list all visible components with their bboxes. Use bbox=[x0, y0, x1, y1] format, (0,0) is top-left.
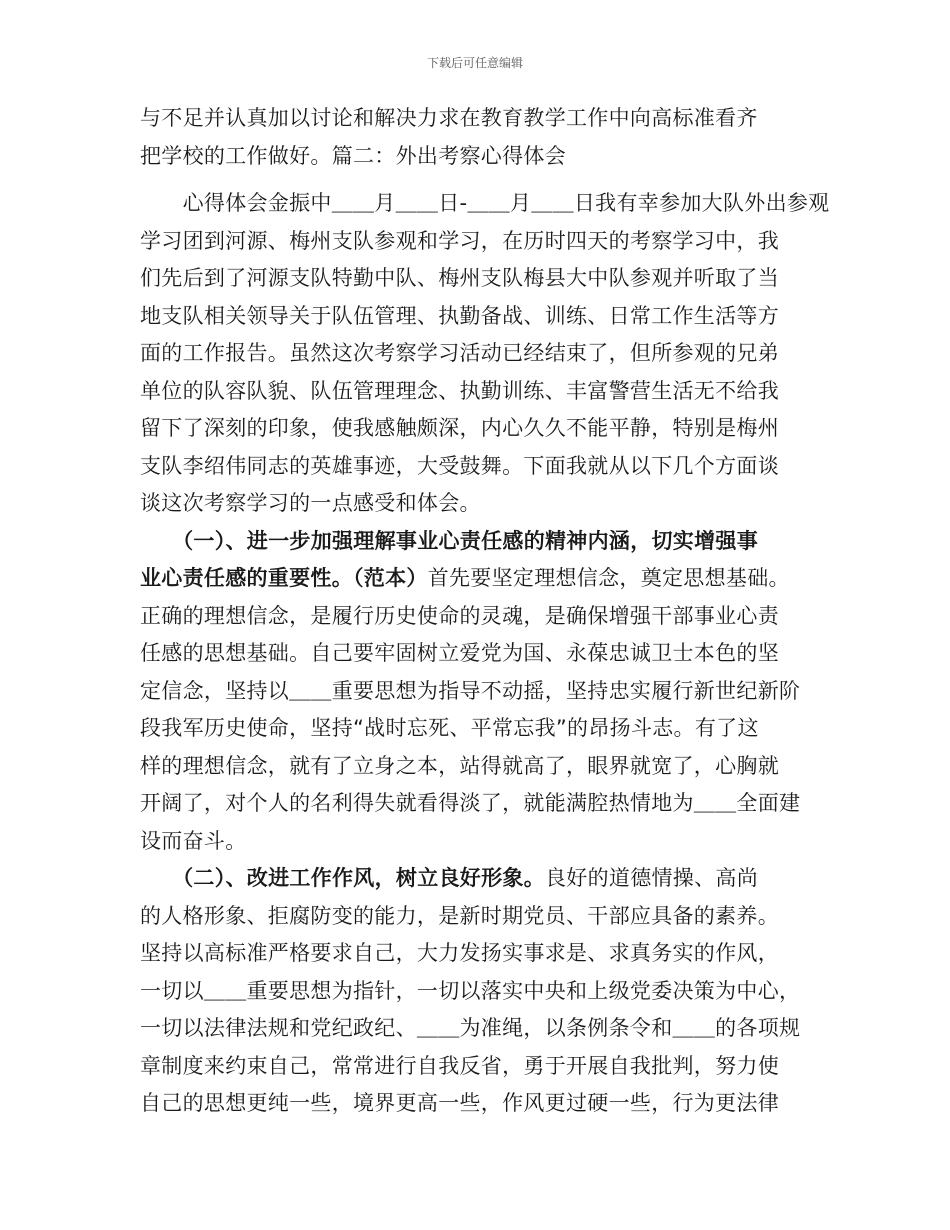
text-line bbox=[140, 935, 815, 973]
text-run: 开阔了，对个人的名利得失就看得淡了，就能满腔热情地为＿＿全面建 bbox=[140, 791, 801, 815]
text-run: 正确的理想信念，是履行历史使命的灵魂，是确保增强干部事业心责 bbox=[140, 603, 779, 628]
text-run: 自己的思想更纯一些，境界更高一些，作风更过硬一些，行为更法律 bbox=[140, 1091, 779, 1115]
text-line bbox=[140, 748, 815, 786]
text-line bbox=[140, 223, 815, 261]
text-run: 良好的道德情操、高尚 bbox=[545, 866, 758, 890]
text-line bbox=[140, 1010, 815, 1048]
text-run: 首先要坚定理想信念，奠定思想基础。 bbox=[427, 566, 790, 590]
text-line bbox=[140, 410, 815, 448]
text-run: 段我军历史使命，坚持“战时忘死、平常忘我”的昂扬斗志。有了这 bbox=[140, 716, 759, 740]
text-line bbox=[140, 785, 815, 823]
text-line bbox=[140, 138, 815, 176]
text-run: 与不足并认真加以讨论和解决力求在教育教学工作中向高标准看齐 bbox=[140, 106, 758, 130]
text-line bbox=[140, 598, 815, 636]
text-line bbox=[140, 560, 815, 598]
bold-text: 业心责任感的重要性。（范本） bbox=[140, 566, 428, 590]
text-run: 谈这次考察学习的一点感受和体会。 bbox=[140, 491, 481, 515]
text-run: 地支队相关领导关于队伍管理、执勤备战、训练、日常工作生活等方 bbox=[140, 303, 779, 328]
text-line bbox=[140, 100, 815, 138]
text-run: 学习团到河源、梅州支队参观和学习，在历时四天的考察学习中，我 bbox=[140, 228, 779, 253]
text-run: 把学校的工作做好。篇二：外出考察心得体会 bbox=[140, 143, 566, 168]
text-run: 任感的思想基础。自己要牢固树立爱党为国、永葆忠诚卫士本色的坚 bbox=[140, 641, 779, 665]
text-run: 一切以＿＿重要思想为指针，一切以落实中央和上级党委决策为中心， bbox=[140, 978, 801, 1003]
text-line bbox=[140, 1085, 815, 1123]
text-line bbox=[140, 260, 815, 298]
text-run: 样的理想信念，就有了立身之本，站得就高了，眼界就宽了，心胸就 bbox=[140, 753, 779, 778]
text-run: 设而奋斗。 bbox=[140, 828, 247, 853]
document-body bbox=[140, 100, 830, 1123]
paragraph-gap bbox=[140, 175, 815, 185]
text-line bbox=[140, 860, 815, 898]
text-line bbox=[140, 673, 815, 711]
text-run: 的人格形象、拒腐防变的能力，是新时期党员、干部应具备的素养。 bbox=[140, 903, 779, 928]
text-line bbox=[140, 710, 815, 748]
text-line bbox=[140, 298, 815, 336]
text-line bbox=[140, 523, 815, 561]
text-run: 坚持以高标准严格要求自己，大力发扬实事求是、求真务实的作风， bbox=[140, 941, 779, 965]
text-line bbox=[140, 1048, 815, 1086]
text-line bbox=[140, 448, 815, 486]
text-line bbox=[140, 823, 815, 861]
text-run: 心得体会金振中＿＿月＿＿日-＿＿月＿＿日我有幸参加大队外出参观 bbox=[140, 191, 830, 215]
text-line bbox=[140, 335, 815, 373]
text-run: 们先后到了河源支队特勤中队、梅州支队梅县大中队参观并听取了当 bbox=[140, 266, 779, 290]
page-header: 下载后可任意编辑 bbox=[426, 56, 523, 70]
text-line bbox=[140, 898, 815, 936]
text-run: 单位的队容队貌、队伍管理理念、执勤训练、丰富警营生活无不给我 bbox=[140, 378, 779, 403]
text-line bbox=[140, 185, 830, 223]
text-run: 面的工作报告。虽然这次考察学习活动已经结束了，但所参观的兄弟 bbox=[140, 341, 779, 365]
bold-text: （一）、进一步加强理解事业心责任感的精神内涵，切实增强事 bbox=[140, 528, 758, 553]
text-line bbox=[140, 973, 815, 1011]
text-run: 支队李绍伟同志的英雄事迹，大受鼓舞。下面我就从以下几个方面谈 bbox=[140, 453, 779, 478]
text-run: 章制度来约束自己，常常进行自我反省，勇于开展自我批判，努力使 bbox=[140, 1053, 779, 1078]
text-line bbox=[140, 485, 815, 523]
text-run: 留下了深刻的印象，使我感触颇深，内心久久不能平静，特别是梅州 bbox=[140, 416, 779, 440]
text-line bbox=[140, 373, 815, 411]
text-run: 定信念，坚持以＿＿重要思想为指导不动摇，坚持忠实履行新世纪新阶 bbox=[140, 678, 801, 703]
bold-text: （二）、改进工作作风，树立良好形象。 bbox=[140, 866, 545, 890]
text-line bbox=[140, 635, 815, 673]
text-run: 一切以法律法规和党纪政纪、＿＿为准绳，以条例条令和＿＿的各项规 bbox=[140, 1016, 801, 1040]
